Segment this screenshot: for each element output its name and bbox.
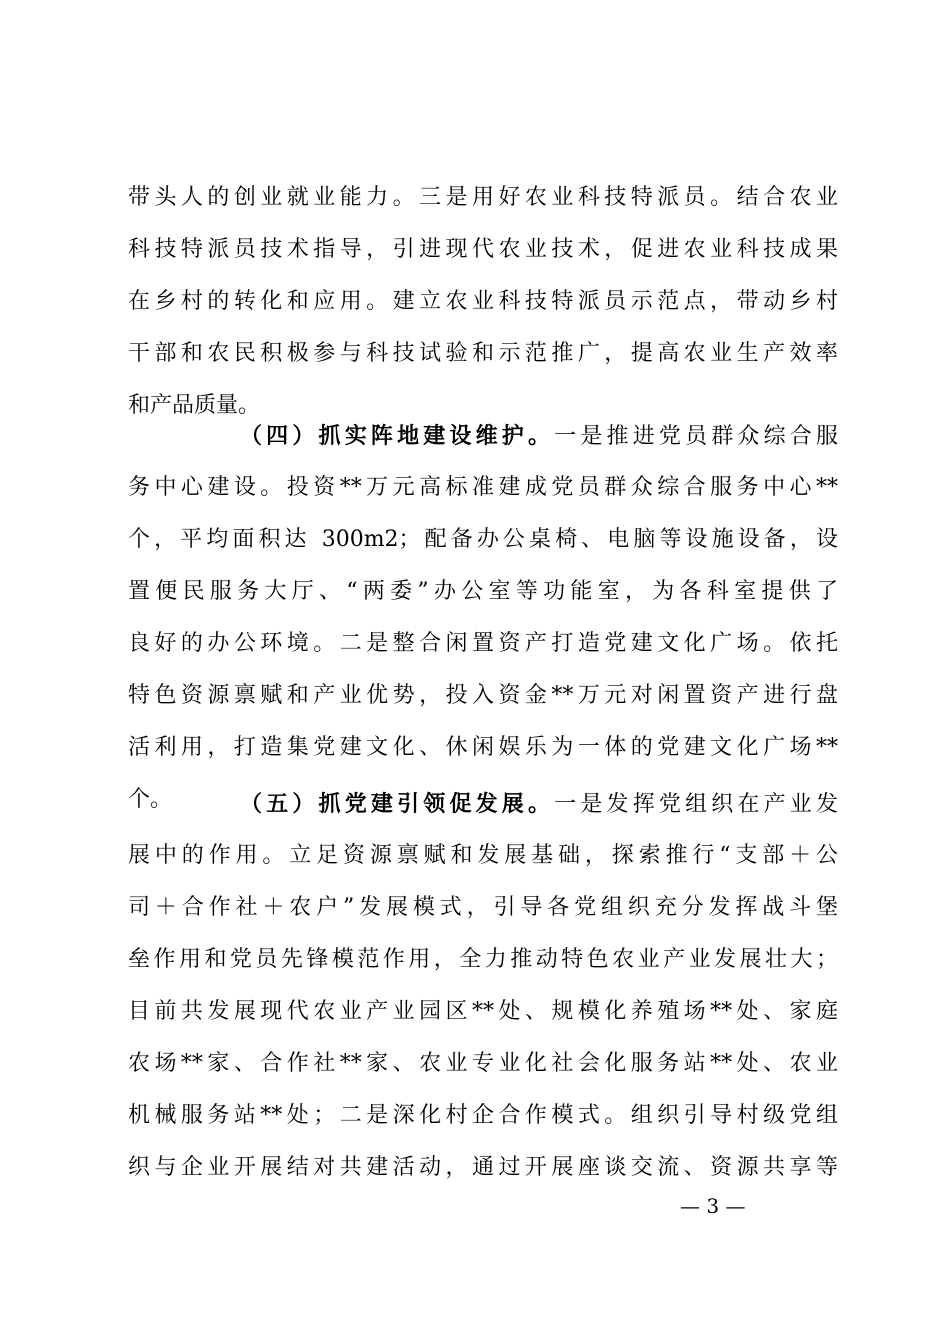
paragraph-section-five	[128, 778, 838, 1194]
page-number: — 3 —	[680, 1194, 746, 1218]
text-line: 务中心建设。投资**万元高标准建成党员群众综合服务中心**	[128, 475, 838, 500]
section-heading-line	[128, 410, 838, 462]
text-line: 良好的办公环境。二是整合闲置资产打造党建文化广场。依托	[128, 631, 838, 656]
text-line: 垒作用和党员先锋模范作用，全力推动特色农业产业发展壮大；	[128, 947, 838, 972]
text-line: 织与企业开展结对共建活动，通过开展座谈交流、资源共享等	[128, 1155, 838, 1180]
text-line: 个，平均面积达 300m2；配备办公桌椅、电脑等设施设备，设	[128, 527, 838, 552]
text-line: 干部和农民积极参与科技试验和示范推广，提高农业生产效率	[128, 341, 838, 366]
section-lead-text: 一是发挥党组织在产业发	[554, 792, 838, 817]
text-line: 带头人的创业就业能力。三是用好农业科技特派员。结合农业	[128, 185, 838, 210]
text-line: 目前共发展现代农业产业园区**处、规模化养殖场**处、家庭	[128, 999, 838, 1024]
text-line: 和产品质量。	[128, 393, 261, 418]
text-line: 农场**家、合作社**家、农业专业化社会化服务站**处、农业	[128, 1051, 838, 1076]
paragraph-continuation	[128, 172, 838, 432]
text-line: 机械服务站**处；二是深化村企合作模式。组织引导村级党组	[128, 1103, 838, 1128]
section-heading-line	[128, 778, 838, 830]
text-line: 个。	[128, 787, 173, 812]
text-line: 在乡村的转化和应用。建立农业科技特派员示范点，带动乡村	[128, 289, 838, 314]
paragraph-section-four	[128, 410, 838, 826]
text-line: 特色资源禀赋和产业优势，投入资金**万元对闲置资产进行盘	[128, 683, 838, 708]
text-line: 置便民服务大厅、“两委”办公室等功能室，为各科室提供了	[128, 579, 838, 604]
text-line: 活利用，打造集党建文化、休闲娱乐为一体的党建文化广场**	[128, 735, 838, 760]
section-heading: （四）抓实阵地建设维护。	[240, 423, 555, 449]
text-line: 展中的作用。立足资源禀赋和发展基础，探索推行“支部＋公	[128, 843, 838, 868]
section-heading: （五）抓党建引领促发展。	[240, 791, 555, 817]
text-line: 科技特派员技术指导，引进现代农业技术，促进农业科技成果	[128, 237, 838, 262]
text-line: 司＋合作社＋农户”发展模式，引导各党组织充分发挥战斗堡	[128, 895, 838, 920]
section-lead-text: 一是推进党员群众综合服	[554, 424, 838, 449]
